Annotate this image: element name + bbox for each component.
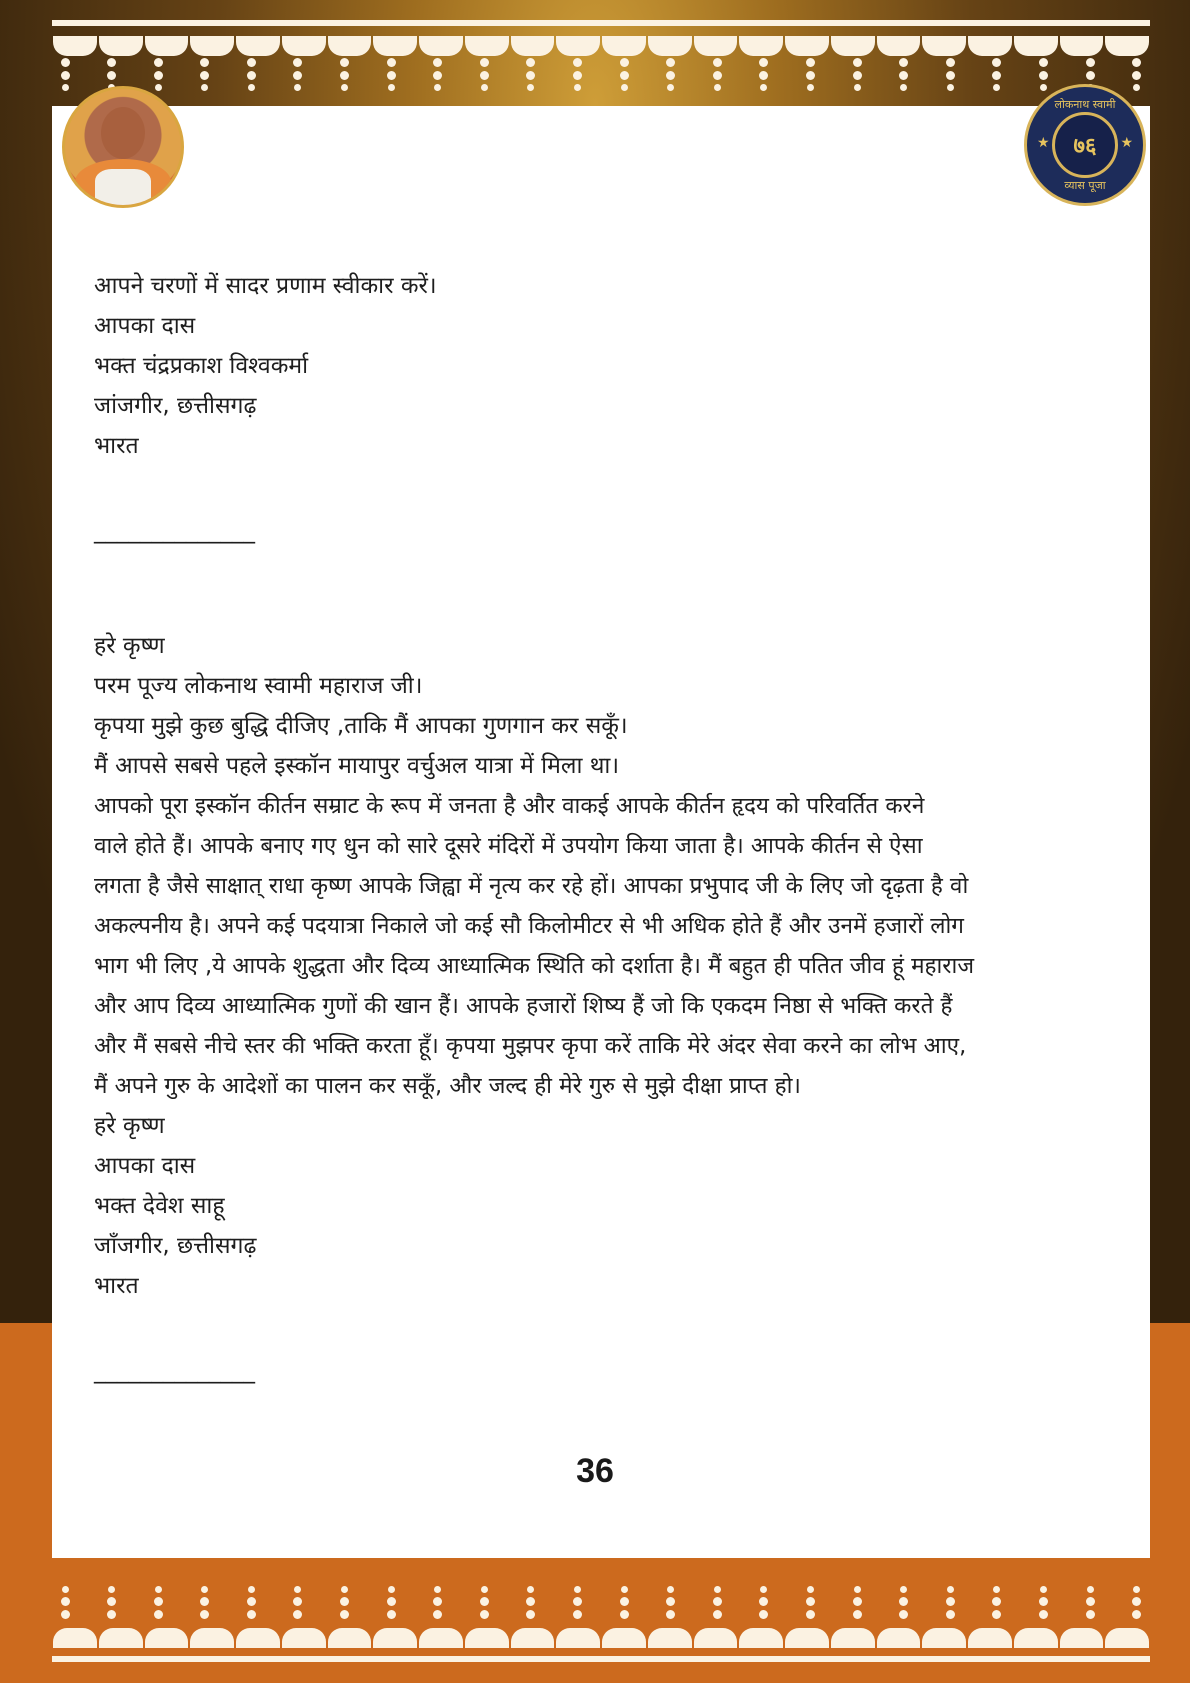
scallop-shape bbox=[602, 1628, 646, 1648]
scallop-shape bbox=[831, 1628, 875, 1648]
scallop-shape bbox=[465, 36, 509, 56]
scallop-shape bbox=[99, 1628, 143, 1648]
scallop-shape bbox=[282, 1628, 326, 1648]
letter1-closing-line: आपका दास bbox=[94, 313, 196, 339]
scallop-shape bbox=[1060, 36, 1104, 56]
dot-column bbox=[1085, 1586, 1095, 1619]
scallop-shape bbox=[1105, 36, 1149, 56]
scallop-shape bbox=[465, 1628, 509, 1648]
letter2-closing-greeting: हरे कृष्ण bbox=[94, 1113, 165, 1139]
scallop-shape bbox=[785, 36, 829, 56]
scallop-shape bbox=[968, 1628, 1012, 1648]
bottom-scallop-border bbox=[52, 1628, 1150, 1648]
vyasa-puja-seal-icon bbox=[1024, 84, 1146, 206]
letter2-city: जाँजगीर, छत्तीसगढ़ bbox=[94, 1233, 257, 1259]
scallop-shape bbox=[53, 1628, 97, 1648]
scallop-shape bbox=[694, 1628, 738, 1648]
scallop-shape bbox=[831, 36, 875, 56]
letter2-salutation: परम पूज्य लोकनाथ स्वामी महाराज जी। bbox=[94, 673, 423, 699]
letter2-body bbox=[94, 786, 1094, 1106]
dot-column bbox=[573, 1586, 583, 1619]
scallop-shape bbox=[511, 36, 555, 56]
letter2-opening-line: मैं आपसे सबसे पहले इस्कॉन मायापुर वर्चुअल यात्रा में मिला था। bbox=[94, 753, 620, 779]
dot-column bbox=[573, 58, 583, 91]
dot-column bbox=[759, 1586, 769, 1619]
scallop-shape bbox=[145, 1628, 189, 1648]
seal-number: ७६ bbox=[1052, 112, 1118, 178]
letter1-signature: भक्त चंद्रप्रकाश विश्वकर्मा bbox=[94, 353, 309, 379]
dot-column bbox=[666, 58, 676, 91]
dot-column bbox=[899, 1586, 909, 1619]
letter2-separator: ______________ bbox=[94, 1358, 255, 1384]
dot-column bbox=[60, 1586, 70, 1619]
scallop-shape bbox=[648, 1628, 692, 1648]
seal-bottom-text: व्यास पूजा bbox=[1064, 179, 1106, 192]
dot-column bbox=[246, 1586, 256, 1619]
dot-column bbox=[293, 58, 303, 91]
letter2-closing-line: आपका दास bbox=[94, 1153, 196, 1179]
dot-column bbox=[852, 1586, 862, 1619]
dot-column bbox=[386, 1586, 396, 1619]
letter2-signature: भक्त देवेश साहू bbox=[94, 1193, 225, 1219]
top-scallop-border bbox=[52, 36, 1150, 56]
letter2-greeting: हरे कृष्ण bbox=[94, 633, 165, 659]
scallop-shape bbox=[53, 36, 97, 56]
dot-column bbox=[153, 1586, 163, 1619]
dot-column bbox=[852, 58, 862, 91]
star-icon: ★ bbox=[1037, 135, 1050, 151]
scallop-shape bbox=[190, 36, 234, 56]
dot-column bbox=[433, 1586, 443, 1619]
dot-column bbox=[992, 58, 1002, 91]
letter2-closing bbox=[94, 1106, 1094, 1306]
dot-column bbox=[619, 1586, 629, 1619]
letter2-opening-line: कृपया मुझे कुछ बुद्धि दीजिए ,ताकि मैं आपका गुणगान कर सकूँ। bbox=[94, 713, 628, 739]
letter2-body-line: और आप दिव्य आध्यात्मिक गुणों की खान हैं। आपके हजारों शिष्य हैं जो कि एकदम निष्ठा से भक्ति करते हैं bbox=[94, 993, 953, 1019]
scallop-shape bbox=[877, 36, 921, 56]
dot-column bbox=[945, 58, 955, 91]
scallop-shape bbox=[328, 36, 372, 56]
dot-column bbox=[806, 58, 816, 91]
dot-column bbox=[1132, 58, 1142, 91]
scallop-shape bbox=[1014, 1628, 1058, 1648]
letter2-opening bbox=[94, 626, 1094, 786]
dot-column bbox=[712, 1586, 722, 1619]
scallop-shape bbox=[648, 36, 692, 56]
dot-column bbox=[712, 58, 722, 91]
top-border-line bbox=[52, 20, 1150, 26]
dot-column bbox=[479, 58, 489, 91]
letter1-separator: ______________ bbox=[94, 518, 255, 544]
scallop-shape bbox=[190, 1628, 234, 1648]
scallop-shape bbox=[419, 1628, 463, 1648]
letter1-city: जांजगीर, छत्तीसगढ़ bbox=[94, 393, 257, 419]
letter2-body-line: और मैं सबसे नीचे स्तर की भक्ति करता हूँ। कृपया मुझपर कृपा करें ताकि मेरे अंदर सेवा करने का लोभ आए, bbox=[94, 1033, 967, 1059]
scallop-shape bbox=[328, 1628, 372, 1648]
scallop-shape bbox=[1014, 36, 1058, 56]
dot-column bbox=[60, 58, 70, 91]
dot-column bbox=[293, 1586, 303, 1619]
top-dot-pattern bbox=[60, 58, 1142, 91]
scallop-shape bbox=[877, 1628, 921, 1648]
scallop-shape bbox=[511, 1628, 555, 1648]
dot-column bbox=[619, 58, 629, 91]
letter2-body-line: मैं अपने गुरु के आदेशों का पालन कर सकूँ, और जल्द ही मेरे गुरु से मुझे दीक्षा प्राप्त हो। bbox=[94, 1073, 801, 1099]
scallop-shape bbox=[236, 1628, 280, 1648]
dot-column bbox=[479, 1586, 489, 1619]
scallop-shape bbox=[739, 36, 783, 56]
scallop-shape bbox=[602, 36, 646, 56]
bottom-dot-pattern bbox=[60, 1586, 1142, 1619]
letter1-country: भारत bbox=[94, 433, 139, 459]
scallop-shape bbox=[99, 36, 143, 56]
dot-column bbox=[945, 1586, 955, 1619]
letter2-body-line: अकल्पनीय है। अपने कई पदयात्रा निकाले जो कई सौ किलोमीटर से भी अधिक होते हैं और उनमें हजारों लोग bbox=[94, 913, 964, 939]
scallop-shape bbox=[282, 36, 326, 56]
scallop-shape bbox=[694, 36, 738, 56]
scallop-shape bbox=[968, 36, 1012, 56]
dot-column bbox=[153, 58, 163, 91]
dot-column bbox=[340, 58, 350, 91]
scallop-shape bbox=[419, 36, 463, 56]
dot-column bbox=[200, 1586, 210, 1619]
letter2-body-line: आपको पूरा इस्कॉन कीर्तन सम्राट के रूप में जनता है और वाकई आपके कीर्तन हृदय को परिवर्तित करने bbox=[94, 793, 925, 819]
letter2-body-line: लगता है जैसे साक्षात् राधा कृष्ण आपके जिह्वा में नृत्य कर रहे हों। आपका प्रभुपाद जी के लिए जो दृढ़ता है वो bbox=[94, 873, 969, 899]
seal-top-text: लोकनाथ स्वामी bbox=[1054, 98, 1116, 111]
scallop-shape bbox=[785, 1628, 829, 1648]
dot-column bbox=[759, 58, 769, 91]
letter2-country: भारत bbox=[94, 1273, 139, 1299]
dot-column bbox=[107, 1586, 117, 1619]
dot-column bbox=[526, 58, 536, 91]
scallop-shape bbox=[739, 1628, 783, 1648]
letter1-closing bbox=[94, 266, 1094, 466]
scallop-shape bbox=[1060, 1628, 1104, 1648]
dot-column bbox=[246, 58, 256, 91]
scallop-shape bbox=[145, 36, 189, 56]
page-number: 36 bbox=[576, 1452, 614, 1490]
dot-column bbox=[1132, 1586, 1142, 1619]
bottom-border-line bbox=[52, 1656, 1150, 1662]
scallop-shape bbox=[556, 1628, 600, 1648]
dot-column bbox=[200, 58, 210, 91]
scallop-shape bbox=[373, 1628, 417, 1648]
dot-column bbox=[992, 1586, 1002, 1619]
scallop-shape bbox=[373, 36, 417, 56]
dot-column bbox=[1038, 58, 1048, 91]
letter2-body-line: वाले होते हैं। आपके बनाए गए धुन को सारे दूसरे मंदिरों में उपयोग किया जाता है। आपके कीर्तन से ऐसा bbox=[94, 833, 923, 859]
scallop-shape bbox=[922, 1628, 966, 1648]
dot-column bbox=[666, 1586, 676, 1619]
scallop-shape bbox=[236, 36, 280, 56]
dot-column bbox=[526, 1586, 536, 1619]
dot-column bbox=[806, 1586, 816, 1619]
dot-column bbox=[340, 1586, 350, 1619]
guru-portrait-icon bbox=[62, 86, 184, 208]
dot-column bbox=[899, 58, 909, 91]
star-icon: ★ bbox=[1120, 135, 1133, 151]
scallop-shape bbox=[556, 36, 600, 56]
scallop-shape bbox=[1105, 1628, 1149, 1648]
dot-column bbox=[1038, 1586, 1048, 1619]
letter2-body-line: भाग भी लिए ,ये आपके शुद्धता और दिव्य आध्यात्मिक स्थिति को दर्शाता है। मैं बहुत ही पतित जीव हूं महाराज bbox=[94, 953, 975, 979]
letter1-closing-line: आपने चरणों में सादर प्रणाम स्वीकार करें। bbox=[94, 273, 437, 299]
scallop-shape bbox=[922, 36, 966, 56]
dot-column bbox=[386, 58, 396, 91]
dot-column bbox=[433, 58, 443, 91]
